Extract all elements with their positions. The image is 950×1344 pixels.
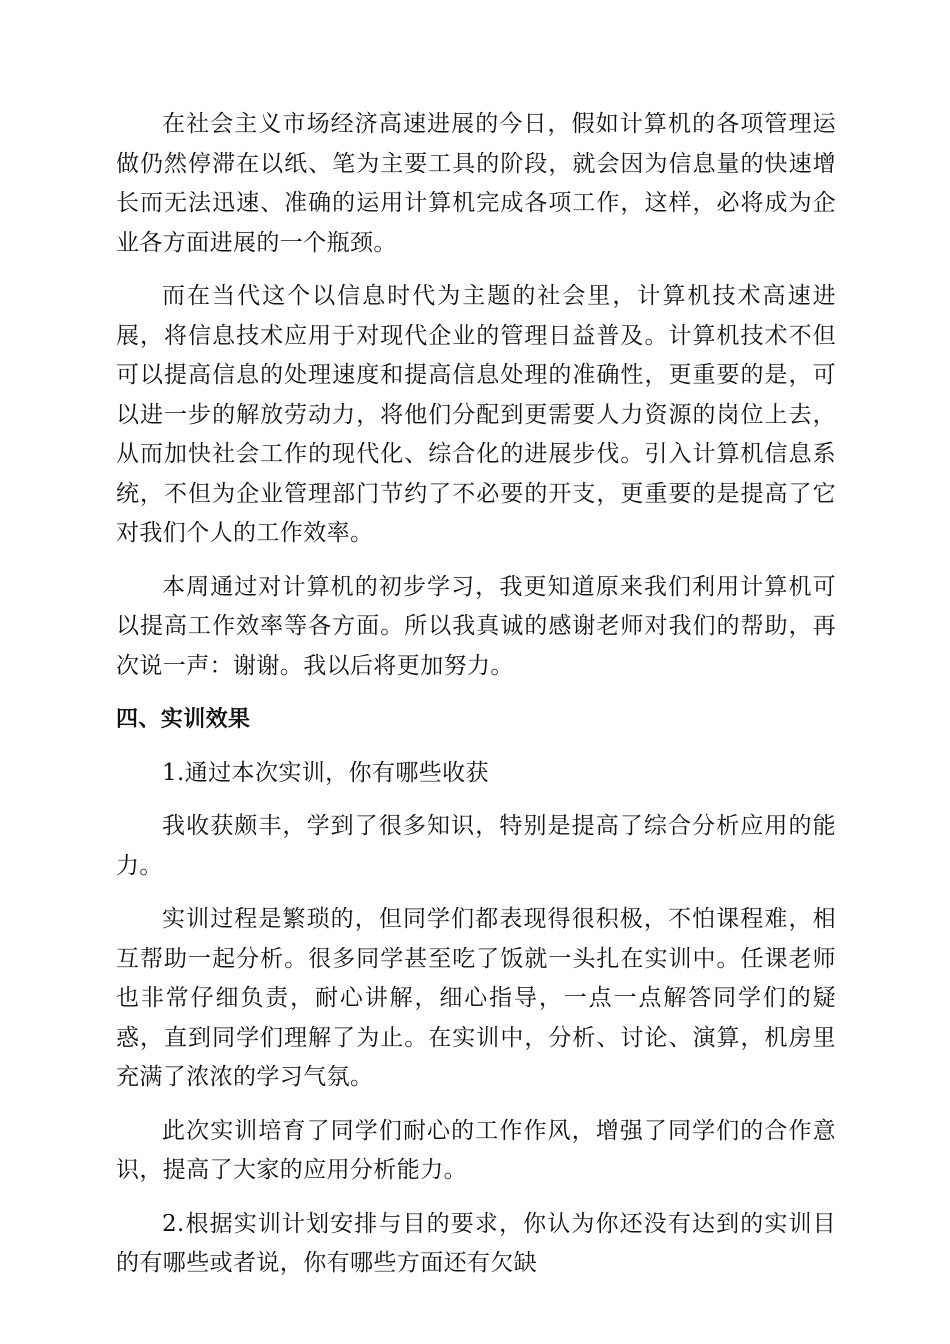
document-page xyxy=(116,105,836,1298)
question-1: 1.通过本次实训，你有哪些收获 xyxy=(162,759,489,786)
paragraph-training-process: 实训过程是繁琐的，但同学们都表现得很积极，不怕课程难，相互帮助一起分析。很多同学甚至吃了饭就一头扎在实训中。任课老师也非常仔细负责，耐心讲解，细心指导，一点一点解答同学们的疑惑，直到同学们理解了为止。在实训中，分析、讨论、演算，机房里充满了浓浓的学习气氛。 xyxy=(116,906,836,1090)
section-heading: 四、实训效果 xyxy=(116,707,251,732)
question-2: 2.根据实训计划安排与目的要求，你认为你还没有达到的实训目的有哪些或者说，你有哪些方面还有欠缺 xyxy=(116,1210,836,1276)
paragraph-intro: 在社会主义市场经济高速进展的今日，假如计算机的各项管理运做仍然停滞在以纸、笔为主要工具的阶段，就会因为信息量的快速增长而无法迅速、准确的运用计算机完成各项工作，这样，必将成为企业各方面进展的一个瓶颈。 xyxy=(116,111,836,256)
paragraph-training-outcome: 此次实训培育了同学们耐心的工作作风，增强了同学们的合作意识，提高了大家的应用分析能力。 xyxy=(116,1117,836,1183)
paragraph-gains: 我收获颇丰，学到了很多知识，特别是提高了综合分析应用的能力。 xyxy=(116,813,836,879)
paragraph-weekly-study: 本周通过对计算机的初步学习，我更知道原来我们利用计算机可以提高工作效率等各方面。所以我真诚的感谢老师对我们的帮助，再次说一声：谢谢。我以后将更加努力。 xyxy=(116,573,836,679)
paragraph-information-age: 而在当代这个以信息时代为主题的社会里，计算机技术高速进展，将信息技术应用于对现代企业的管理日益普及。计算机技术不但可以提高信息的处理速度和提高信息处理的准确性，更重要的是，可以进一步的解放劳动力，将他们分配到更需要人力资源的岗位上去，从而加快社会工作的现代化、综合化的进展步伐。引入计算机信息系统，不但为企业管理部门节约了不必要的开支，更重要的是提高了它对我们个人的工作效率。 xyxy=(116,283,836,546)
